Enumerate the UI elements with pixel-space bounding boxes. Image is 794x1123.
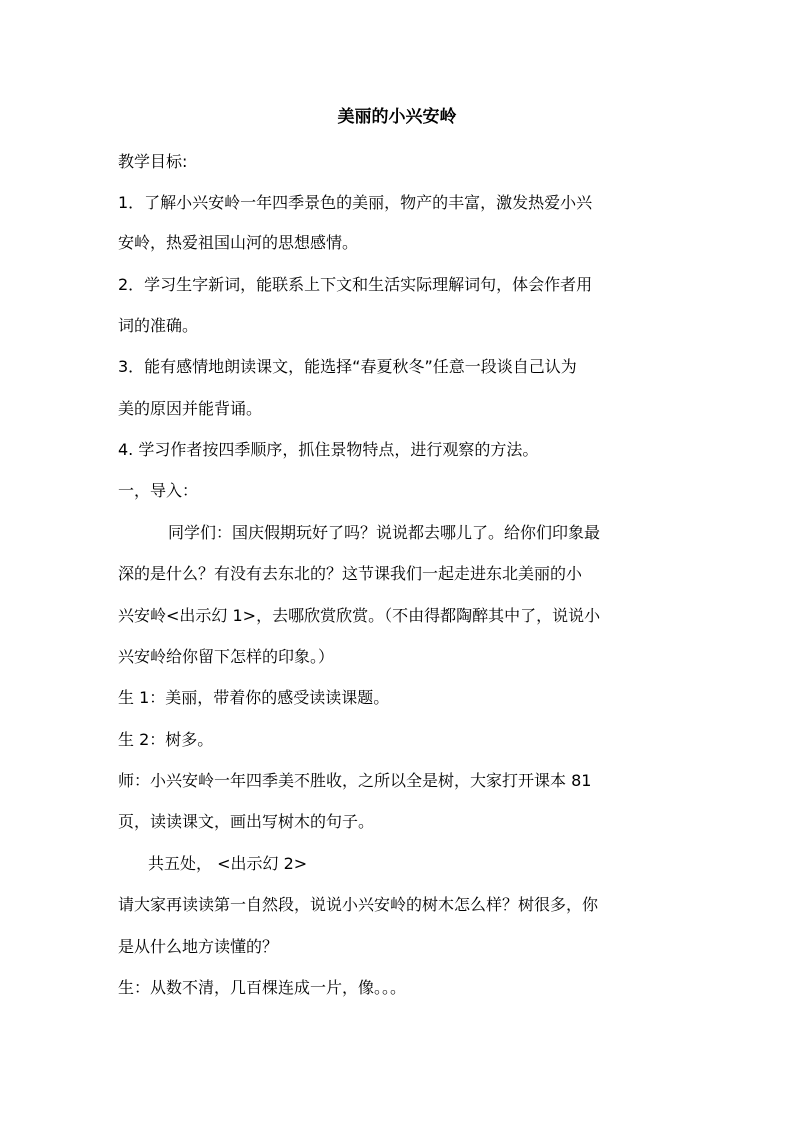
text-line: 师：小兴安岭一年四季美不胜收，之所以全是树，大家打开课本 81 <box>118 771 592 790</box>
text-line: 生 1：美丽，带着你的感受读读课题。 <box>118 688 390 707</box>
text-line: 美的原因并能背诵。 <box>118 399 263 418</box>
text-line: 页，读读课文，画出写树木的句子。 <box>118 812 375 831</box>
document-title: 美丽的小兴安岭 <box>337 107 457 127</box>
text-line: 教学目标: <box>118 152 188 171</box>
text-line: 词的准确。 <box>118 316 199 335</box>
text-line: 1．了解小兴安岭一年四季景色的美丽，物产的丰富，激发热爱小兴 <box>118 193 593 212</box>
text-line: 生 2：树多。 <box>118 730 214 749</box>
text-line: 同学们：国庆假期玩好了吗？说说都去哪儿了。给你们印象最 <box>168 523 601 542</box>
text-line: 深的是什么？有没有去东北的？这节课我们一起走进东北美丽的小 <box>118 564 583 583</box>
text-line: 是从什么地方读懂的？ <box>118 937 279 956</box>
text-line: 兴安岭<出示幻 1>，去哪欣赏欣赏。（不由得都陶醉其中了，说说小 <box>118 606 601 625</box>
text-line: 请大家再读读第一自然段，说说小兴安岭的树木怎么样？树很多，你 <box>118 895 599 914</box>
text-line: 4. 学习作者按四季顺序，抓住景物特点，进行观察的方法。 <box>118 440 539 459</box>
text-line: 3．能有感情地朗读课文，能选择“春夏秋冬”任意一段谈自己认为 <box>118 357 577 376</box>
section-heading: 一，导入： <box>118 481 199 500</box>
text-line: 兴安岭给你留下怎样的印象。） <box>118 647 335 666</box>
text-line: 生：从数不清，几百棵连成一片，像。。。 <box>118 978 407 997</box>
text-line: 2．学习生字新词，能联系上下文和生活实际理解词句，体会作者用 <box>118 275 593 294</box>
text-line: 共五处， <出示幻 2> <box>148 854 308 873</box>
text-line: 安岭，热爱祖国山河的思想感情。 <box>118 233 359 252</box>
